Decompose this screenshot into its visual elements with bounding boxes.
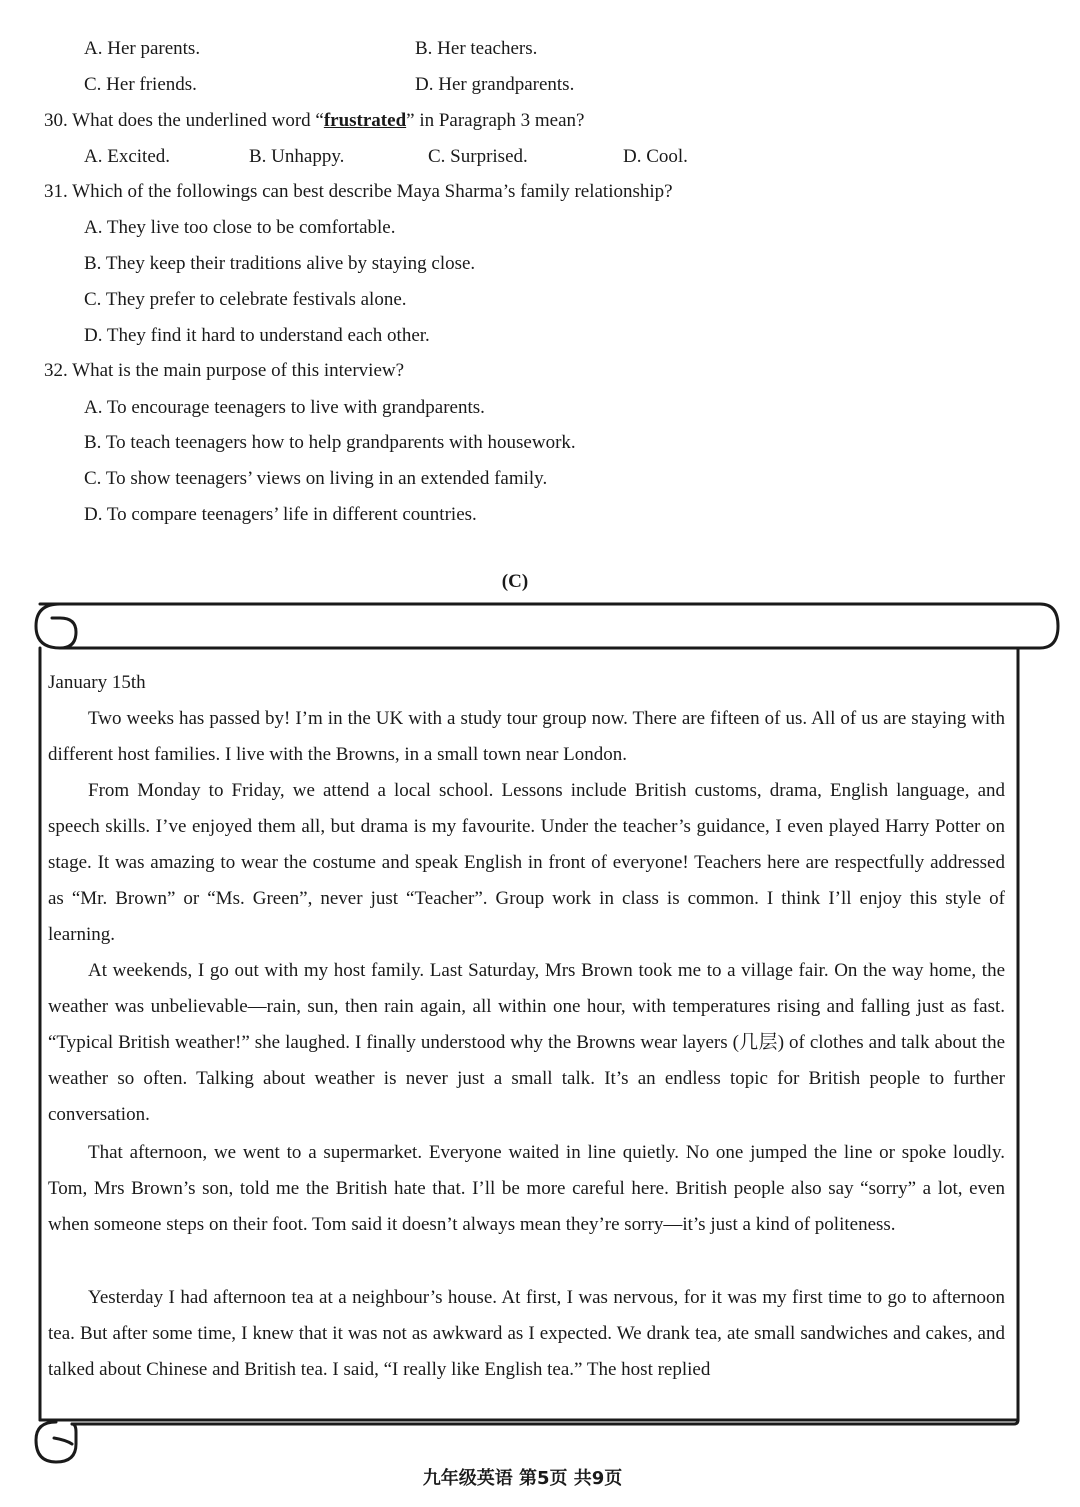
passage-paragraph-4: That afternoon, we went to a supermarket. Everyone waited in line quietly. No one jumped the line or spoke loudly. Tom, Mrs Brown’s son, told me the British hate that. I’ll be more careful here. British people also say “sorry” a lot, even when someone steps on their foot. Tom said it doesn’t always mean they’re sorry—it’s just a kind of politeness. (48, 1142, 1005, 1235)
q29-option-b: B. Her teachers. (415, 38, 538, 59)
q29-option-c: C. Her friends. (84, 74, 197, 95)
q30-option-d: D. Cool. (623, 146, 688, 167)
q32-option-d: D. To compare teenagers’ life in different countries. (84, 504, 477, 525)
q30-stem (44, 109, 584, 133)
q30-option-b: B. Unhappy. (249, 146, 345, 167)
q30-stem-pre: 30. What does the underlined word “ (44, 110, 324, 131)
q30-underlined-word: frustrated (323, 110, 407, 131)
section-c-label: (C) (501, 571, 529, 592)
q31-stem: 31. Which of the followings can best describe Maya Sharma’s family relationship? (44, 181, 673, 202)
q29-option-a: A. Her parents. (84, 38, 201, 59)
q30-stem-post: ” in Paragraph 3 mean? (406, 110, 585, 131)
q30-option-a: A. Excited. (84, 146, 171, 167)
q31-option-a: A. They live too close to be comfortable. (84, 217, 396, 238)
passage-paragraph-3: At weekends, I go out with my host family. Last Saturday, Mrs Brown took me to a village fair. On the way home, the weather was unbelievable—rain, sun, then rain again, all within one hour, with temperatures rising and falling just as fast. “Typical British weather!” she laughed. I finally understood why the Browns wear layers (几层) of clothes and talk about the weather so often. Talking about weather is never just a small talk. It’s an endless topic for British people to further conversation. (48, 960, 1005, 1125)
page-footer: 九年级英语 第5页 共9页 (422, 1468, 623, 1489)
q32-stem: 32. What is the main purpose of this interview? (44, 360, 405, 381)
passage-paragraph-1: Two weeks has passed by! I’m in the UK with a study tour group now. There are fifteen of us. All of us are staying with different host families. I live with the Browns, in a small town near London. (48, 708, 1005, 765)
q30-option-c: C. Surprised. (428, 146, 528, 167)
q32-option-c: C. To show teenagers’ views on living in an extended family. (84, 468, 548, 489)
q31-option-d: D. They find it hard to understand each other. (84, 325, 430, 346)
letter-date: January 15th (48, 672, 146, 693)
q32-option-a: A. To encourage teenagers to live with grandparents. (84, 397, 485, 418)
q32-option-b: B. To teach teenagers how to help grandparents with housework. (84, 432, 576, 453)
passage-paragraph-2: From Monday to Friday, we attend a local school. Lessons include British customs, drama, English language, and speech skills. I’ve enjoyed them all, but drama is my favourite. Under the teacher’s guidance, I even played Harry Potter on stage. It was amazing to wear the costume and speak English in front of everyone! Teachers here are respectfully addressed as “Mr. Brown” or “Ms. Green”, never just “Teacher”. Group work in class is common. I think I’ll enjoy this style of learning. (48, 780, 1005, 945)
q29-option-d: D. Her grandparents. (415, 74, 575, 95)
passage-paragraph-5: Yesterday I had afternoon tea at a neighbour’s house. At first, I was nervous, for it was my first time to go to afternoon tea. But after some time, I knew that it was not as awkward as I expected. We drank tea, ate small sandwiches and cakes, and talked about Chinese and British tea. I said, “I really like English tea.” The host replied (48, 1287, 1005, 1380)
q31-option-b: B. They keep their traditions alive by staying close. (84, 253, 476, 274)
q31-option-c: C. They prefer to celebrate festivals alone. (84, 289, 407, 310)
